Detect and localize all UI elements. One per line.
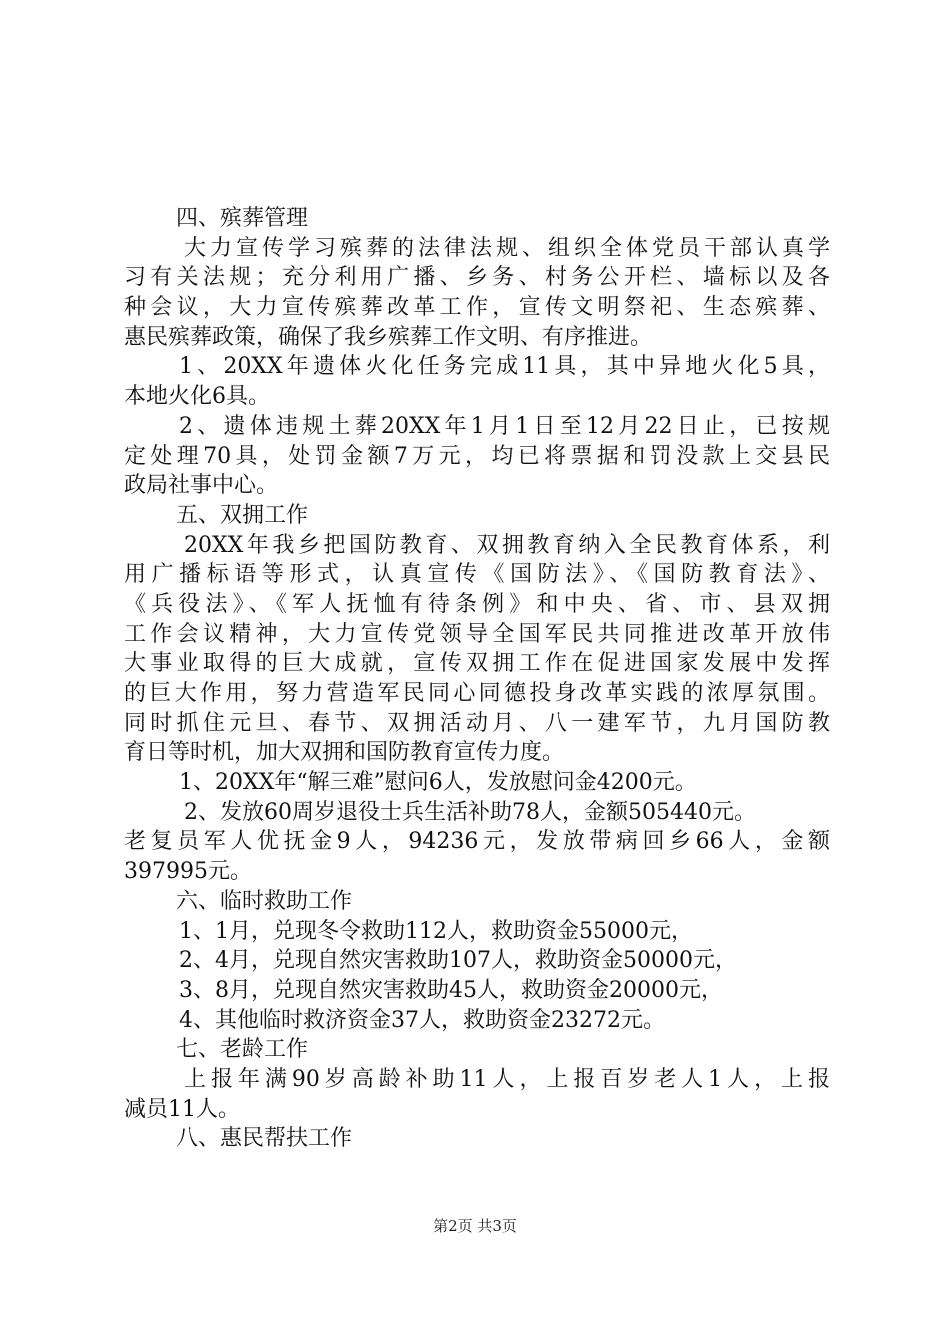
paragraph-line: 老复员军人优抚金9人，94236元，发放带病回乡66人，金额 — [124, 829, 830, 855]
paragraph-line: 习有关法规；充分利用广播、乡务、村务公开栏、墙标以及各 — [124, 265, 830, 291]
paragraph-line: 2、4月，兑现自然灾害救助107人，救助资金50000元， — [179, 948, 737, 974]
paragraph-line: 2、遗体违规土葬20XX年1月1日至12月22日止，已按规 — [179, 413, 830, 439]
paragraph-line: 定处理70具，处罚金额7万元，均已将票据和罚没款上交县民 — [124, 443, 830, 469]
paragraph-line: 1、20XX年“解三难”慰问6人，发放慰问金4200元。 — [179, 770, 697, 796]
paragraph-line: 工作会议精神，大力宣传党领导全国军民共同推进改革开放伟 — [124, 621, 830, 647]
section-heading: 八、惠民帮扶工作 — [176, 1126, 353, 1152]
paragraph-line: 大事业取得的巨大成就，宣传双拥工作在促进国家发展中发挥 — [124, 651, 830, 677]
paragraph-line: 减员11人。 — [124, 1096, 240, 1122]
paragraph-line: 上报年满90岁高龄补助11人，上报百岁老人1人，上报 — [184, 1066, 830, 1092]
document-body — [124, 204, 830, 1154]
section-heading: 七、老龄工作 — [176, 1037, 309, 1063]
paragraph-line: 1、1月，兑现冬令救助112人，救助资金55000元， — [179, 918, 693, 944]
paragraph-line: 3、8月，兑现自然灾害救助45人，救助资金20000元， — [179, 977, 723, 1003]
paragraph-line: 育日等时机，加大双拥和国防教育宣传力度。 — [124, 740, 565, 766]
paragraph-line: 397995元。 — [124, 859, 252, 885]
paragraph-line: 《兵役法》、《军人抚恤有待条例》和中央、省、市、县双拥 — [124, 591, 830, 617]
paragraph-line: 1、20XX年遗体火化任务完成11具，其中异地火化5具， — [179, 354, 830, 380]
paragraph-line: 种会议，大力宣传殡葬改革工作，宣传文明祭祀、生态殡葬、 — [124, 295, 830, 321]
section-heading: 六、临时救助工作 — [176, 888, 353, 914]
section-heading: 五、双拥工作 — [176, 502, 309, 528]
paragraph-line: 本地火化6具。 — [124, 384, 270, 410]
paragraph-line: 政局社事中心。 — [124, 473, 279, 499]
paragraph-line: 大力宣传学习殡葬的法律法规、组织全体党员干部认真学 — [184, 235, 830, 261]
paragraph-line: 4、其他临时救济资金37人，救助资金23272元。 — [179, 1007, 665, 1033]
paragraph-line: 用广播标语等形式，认真宣传《国防法》、《国防教育法》、 — [124, 562, 830, 588]
paragraph-line: 惠民殡葬政策，确保了我乡殡葬工作文明、有序推进。 — [124, 324, 653, 350]
paragraph-line: 同时抓住元旦、春节、双拥活动月、八一建军节，九月国防教 — [124, 710, 830, 736]
section-heading: 四、殡葬管理 — [176, 206, 309, 231]
paragraph-line: 20XX年我乡把国防教育、双拥教育纳入全民教育体系，利 — [184, 532, 830, 558]
page-number-footer: 第2页 共3页 — [433, 1217, 517, 1235]
paragraph-line: 的巨大作用，努力营造军民同心同德投身改革实践的浓厚氛围。 — [124, 681, 830, 706]
paragraph-line: 2、发放60周岁退役士兵生活补助78人，金额505440元。 — [184, 799, 756, 825]
